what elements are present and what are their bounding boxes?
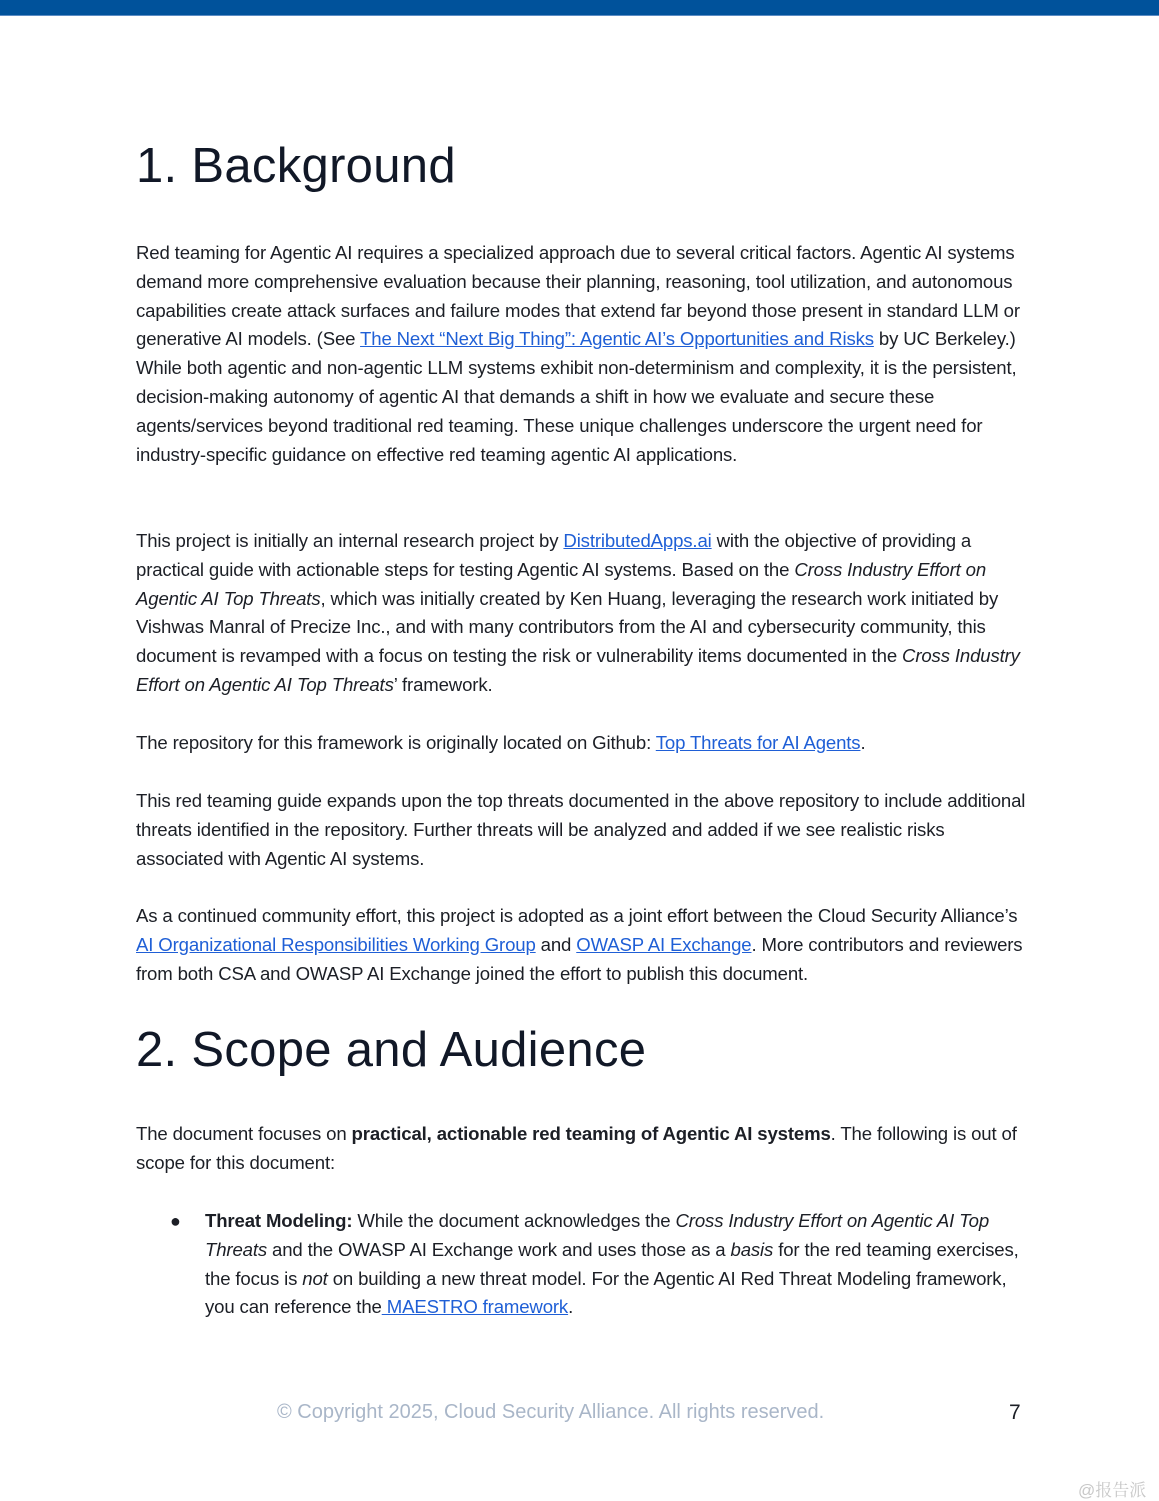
list-item-threat-modeling — [136, 1207, 1026, 1322]
text: . The following is out of scope for this document: — [136, 1123, 1017, 1173]
background-paragraph-4 — [136, 787, 1026, 873]
text: with the objective of providing a practical guide with actionable steps for testing Agentic AI systems. Based on the — [136, 530, 972, 580]
link-ai-org-responsibilities-wg[interactable]: AI Organizational Responsibilities Working Group — [136, 933, 536, 955]
watermark: @报告派 — [1078, 1481, 1147, 1500]
bullet-icon: ● — [170, 1211, 181, 1231]
link-owasp-ai-exchange[interactable]: OWASP AI Exchange — [576, 933, 752, 955]
text: This red teaming guide expands upon the top threats documented in the above repository to include additional threats identified in the repository. Further threats will be analyzed and added if we see realistic risks associated with Agentic AI systems. — [136, 790, 1026, 869]
scope-paragraph-1 — [136, 1120, 1026, 1178]
text: As a continued community effort, this project is adopted as a joint effort between the Cloud Security Alliance’s — [136, 905, 1018, 926]
bold-text: practical, actionable red teaming of Agentic AI systems — [351, 1123, 831, 1144]
link-uc-berkeley-agentic-ai[interactable]: The Next “Next Big Thing”: Agentic AI’s Opportunities and Risks — [360, 328, 874, 350]
footer-copyright: © Copyright 2025, Cloud Security Alliance. All rights reserved. — [277, 1401, 825, 1423]
background-paragraph-2 — [136, 527, 1026, 700]
text: for the red teaming exercises, the focus is — [205, 1238, 1019, 1289]
link-top-threats-ai-agents[interactable]: Top Threats for AI Agents — [655, 732, 861, 753]
text: by UC Berkeley.) While both agentic and non-agentic LLM systems exhibit non-determinism and complexity, it is the persistent, decision-making autonomy of agentic AI that demands a shift in how we evaluate and secure these agents/services beyond traditional red teaming. These unique challenges underscore the urgent need for industry-specific guidance on effective red teaming agentic AI applications. — [136, 328, 1017, 465]
out-of-scope-list — [136, 1207, 1026, 1322]
text: on building a new threat model. For the Agentic AI Red Threat Modeling framework, you can reference the — [205, 1267, 1007, 1318]
emphasis-text: not — [302, 1267, 328, 1289]
text: While the document acknowledges the — [352, 1210, 676, 1231]
text: Red teaming for Agentic AI requires a specialized approach due to several critical factors. Agentic AI systems demand more comprehensive evaluation because their planning, reasoning, tool utilization, and autonomous capabilities create attack surfaces and failure modes that extend far beyond those present in standard LLM or generative AI models. (See — [136, 242, 1020, 350]
text: The document focuses on — [136, 1123, 352, 1144]
text: , which was initially created by Ken Huang, leveraging the research work initiated by Vishwas Manral of Precize Inc., and with many contributors from the AI and cybersecurity community, this document is revamped with a focus on testing the risk or vulnerability items documented in the — [136, 587, 999, 667]
link-distributedapps[interactable]: DistributedApps.ai — [563, 530, 712, 551]
emphasis-text: Cross Industry Effort on Agentic AI Top Threats — [205, 1210, 990, 1260]
bullet-title: Threat Modeling: — [205, 1210, 353, 1231]
emphasis-text: Cross Industry Effort on Agentic AI Top Threats — [136, 558, 987, 609]
text: . — [568, 1296, 574, 1318]
background-paragraph-1 — [136, 239, 1026, 469]
text: . — [860, 732, 866, 753]
background-paragraph-5 — [136, 902, 1026, 988]
emphasis-text: Cross Industry Effort on Agentic AI Top Threats — [136, 645, 1020, 695]
header-accent-bar — [0, 0, 1159, 16]
background-paragraph-3 — [136, 729, 1026, 758]
emphasis-text: basis — [730, 1238, 774, 1260]
text: . More contributors and reviewers from both CSA and OWASP AI Exchange joined the effort to publish this document. — [136, 933, 1023, 984]
text: and — [535, 933, 577, 955]
section-heading-scope: 2. Scope and Audience — [136, 1023, 647, 1077]
link-maestro-framework[interactable]: MAESTRO framework — [381, 1296, 569, 1318]
section-heading-background: 1. Background — [136, 139, 456, 193]
text: and the OWASP AI Exchange work and uses those as a — [267, 1238, 731, 1260]
page-number: 7 — [1009, 1401, 1021, 1424]
text: ’ framework. — [393, 673, 493, 695]
text: The repository for this framework is originally located on Github: — [136, 732, 656, 753]
text: This project is initially an internal research project by — [136, 530, 564, 551]
